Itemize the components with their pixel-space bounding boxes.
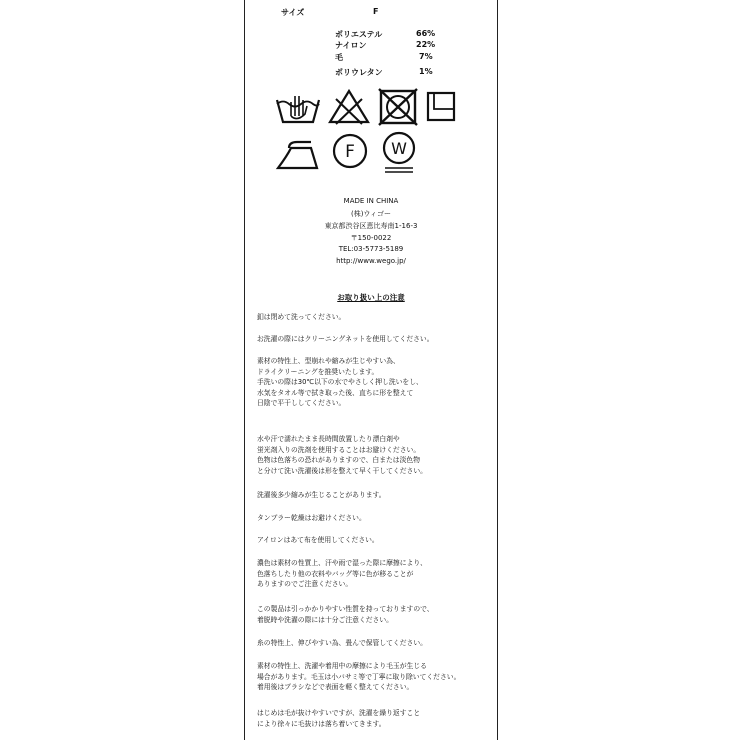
website-url: http://www.wego.jp/: [336, 257, 406, 265]
material-name: 毛: [335, 53, 343, 62]
phone-number: TEL:03-5773-5189: [338, 245, 404, 253]
note-item: この製品は引っかかりやすい性質を持っておりますので、 着脱時や洗濯の際には十分ご注意ください。: [257, 605, 434, 624]
material-name: ポリエステル: [335, 30, 383, 39]
company-address: 東京都渋谷区恵比寿南1-16-3: [324, 222, 418, 230]
do-not-bleach-icon: [327, 88, 371, 126]
origin-text: MADE IN CHINA: [343, 197, 399, 205]
material-percent: 7%: [419, 52, 433, 61]
note-item: タンブラー乾燥はお避けください。: [257, 514, 366, 522]
material-name: ナイロン: [335, 41, 367, 50]
note-item: 素材の特性上、洗濯や着用中の摩擦により毛玉が生じる 場合があります。毛玉は小バサミ等で丁寧に取り除いてください。 着用後はブラシなどで表面を軽く整えてください。: [257, 662, 461, 691]
material-percent: 22%: [416, 40, 436, 49]
low-iron-icon: [275, 138, 319, 172]
care-label: [244, 0, 498, 740]
postal-code: 〒150-0022: [350, 234, 392, 242]
line-dry-icon: [425, 90, 457, 124]
wet-clean-letter: W: [391, 139, 407, 158]
wet-clean-w-icon: [379, 130, 419, 174]
size-label: サイズ: [281, 8, 305, 17]
company-name: (株)ウィゴー: [350, 210, 392, 218]
note-item: 糸の特性上、伸びやすい為、畳んで保管してください。: [257, 639, 427, 647]
size-value: F: [373, 7, 379, 16]
material-percent: 1%: [419, 67, 433, 76]
note-item: 濃色は素材の性質上、汗や雨で湿った際に摩擦により、 色落ちしたり他の衣料やバッグ等に色が移ることが ありますのでご注意ください。: [257, 559, 427, 588]
hand-wash-tub-icon: [273, 88, 323, 128]
note-item: アイロンはあて布を使用してください。: [257, 536, 379, 544]
note-item: 洗濯後多少縮みが生じることがあります。: [257, 491, 386, 499]
dry-clean-letter: F: [345, 142, 355, 162]
dry-clean-f-icon: [331, 132, 369, 170]
note-item: 釦は閉めて洗ってください。: [257, 313, 346, 321]
material-percent: 66%: [416, 29, 436, 38]
note-item: お洗濯の際にはクリーニングネットを使用してください。: [257, 335, 434, 343]
material-name: ポリウレタン: [335, 68, 383, 77]
notes-heading: お取り扱い上の注意: [337, 293, 405, 302]
do-not-tumble-dry-icon: [377, 88, 419, 126]
note-item: はじめは毛が抜けやすいですが、洗濯を繰り返すこと により徐々に毛抜けは落ち着いてきます。: [257, 709, 421, 728]
note-item: 水や汗で濡れたまま長時間放置したり漂白剤や 蛍光剤入りの洗剤を使用することはお避けください。 色物は色落ちの恐れがありますので、白または淡色物 と分けて洗い洗濯後は形を整えて早く干してください。: [257, 435, 427, 475]
note-item: 素材の特性上、型崩れや縮みが生じやすい為、 ドライクリーニングを推奨いたします。 手洗いの際は30℃以下の水でやさしく押し洗いをし、 水気をタオル等で拭き取った後、直ちに形を整えて 日陰で平干ししてください。: [257, 357, 423, 407]
